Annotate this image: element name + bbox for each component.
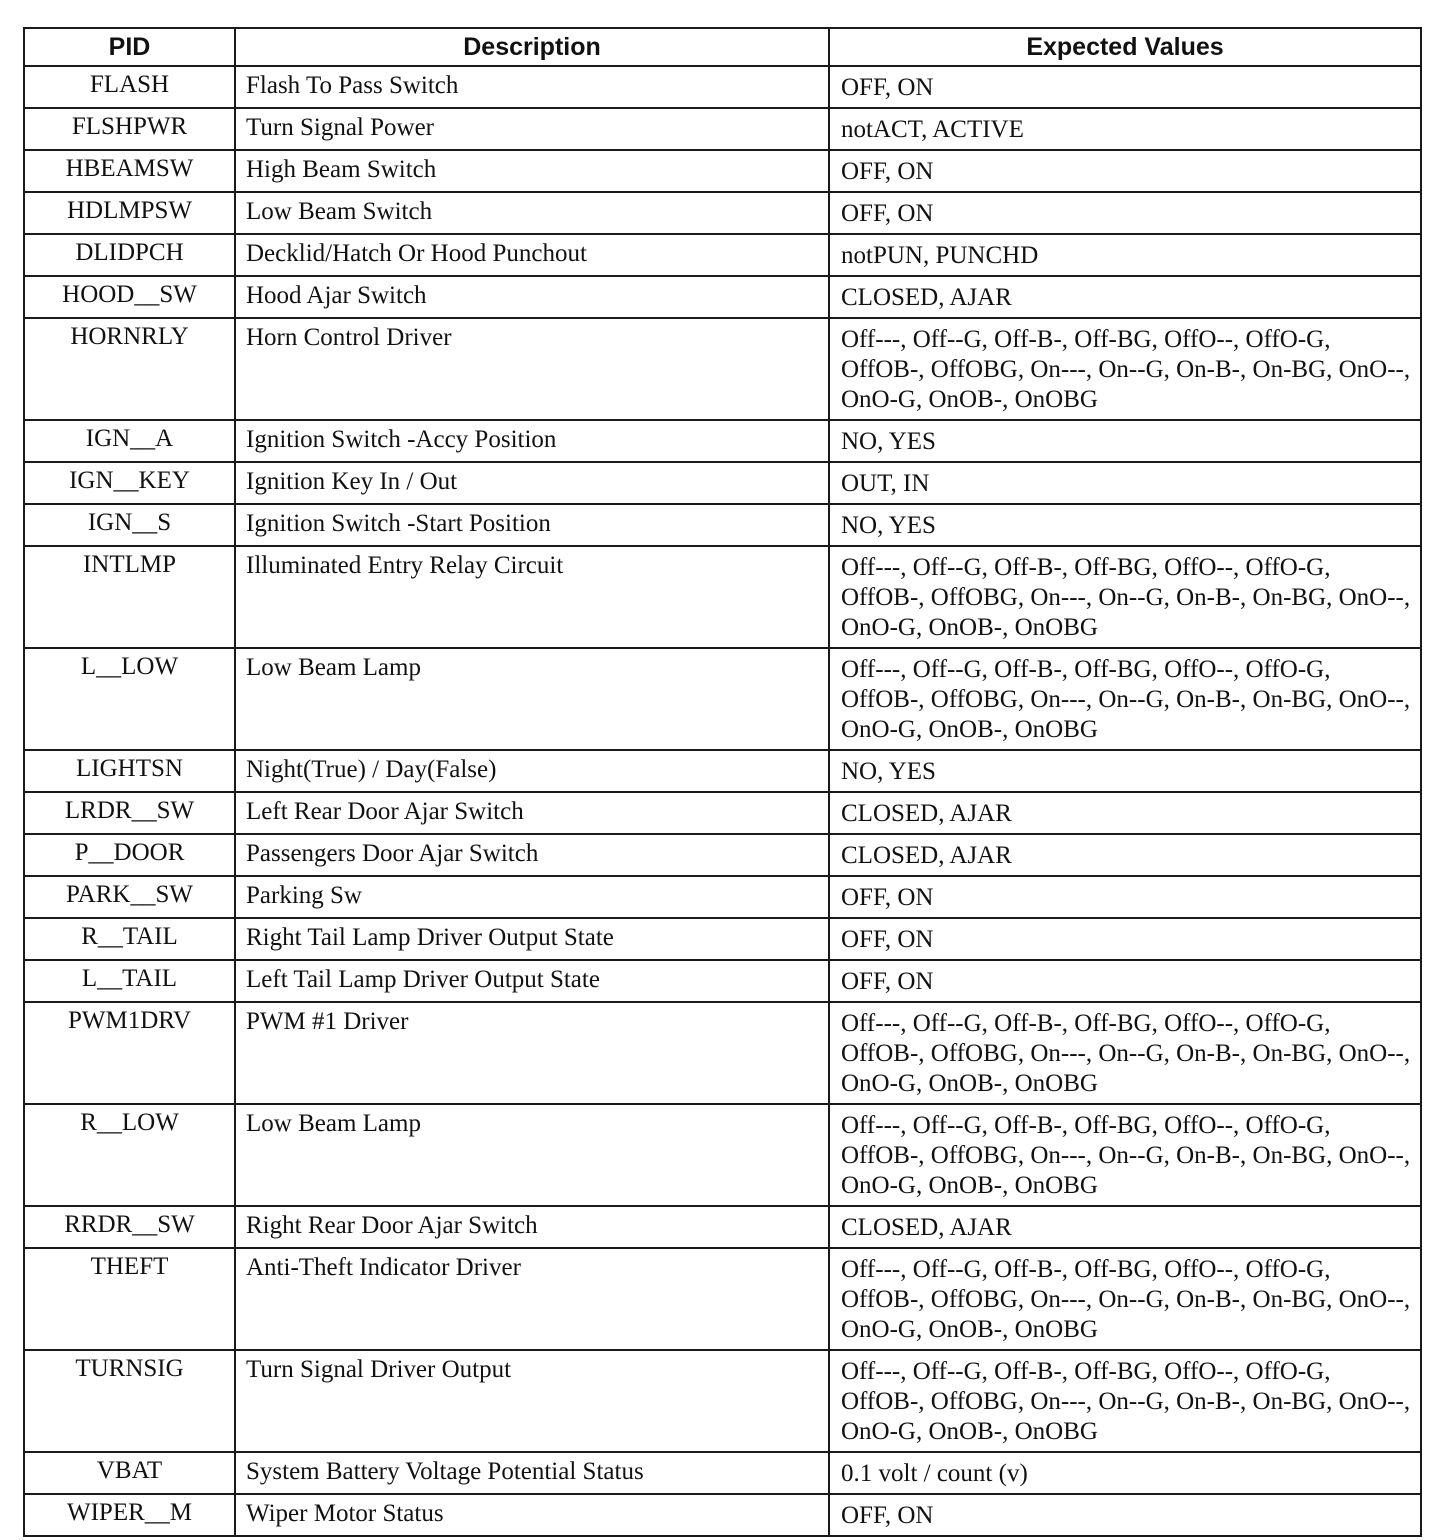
description-cell: Ignition Switch -Accy Position: [235, 420, 829, 462]
expected-values-cell: CLOSED, AJAR: [829, 834, 1421, 876]
description-cell: Flash To Pass Switch: [235, 66, 829, 108]
description-cell: Right Rear Door Ajar Switch: [235, 1206, 829, 1248]
table-row: [24, 276, 1421, 318]
table-row: [24, 420, 1421, 462]
pid-cell: HDLMPSW: [24, 192, 235, 234]
table-header: [24, 28, 1421, 66]
expected-values-cell: CLOSED, AJAR: [829, 792, 1421, 834]
description-cell: Low Beam Switch: [235, 192, 829, 234]
pid-cell: HOOD__SW: [24, 276, 235, 318]
description-cell: Turn Signal Driver Output: [235, 1350, 829, 1452]
expected-values-cell: NO, YES: [829, 750, 1421, 792]
header-pid: PID: [24, 28, 235, 66]
expected-values-cell: OUT, IN: [829, 462, 1421, 504]
expected-values-cell: Off---, Off--G, Off-B-, Off-BG, OffO--, OffO-G, OffOB-, OffOBG, On---, On--G, On-B-, On-BG, OnO--, OnO-G, OnOB-, OnOBG: [829, 1350, 1421, 1452]
table-row: [24, 960, 1421, 1002]
table-row: [24, 750, 1421, 792]
pid-cell: DLIDPCH: [24, 234, 235, 276]
expected-values-cell: OFF, ON: [829, 876, 1421, 918]
description-cell: Horn Control Driver: [235, 318, 829, 420]
table-body: [24, 66, 1421, 1536]
expected-values-cell: 0.1 volt / count (v): [829, 1452, 1421, 1494]
description-cell: Hood Ajar Switch: [235, 276, 829, 318]
expected-values-cell: notPUN, PUNCHD: [829, 234, 1421, 276]
header-expected-values: Expected Values: [829, 28, 1421, 66]
description-cell: Left Tail Lamp Driver Output State: [235, 960, 829, 1002]
pid-table-container: [23, 27, 1420, 1537]
header-row: [24, 28, 1421, 66]
table-row: [24, 792, 1421, 834]
description-cell: Passengers Door Ajar Switch: [235, 834, 829, 876]
table-row: [24, 1350, 1421, 1452]
description-cell: Left Rear Door Ajar Switch: [235, 792, 829, 834]
description-cell: Decklid/Hatch Or Hood Punchout: [235, 234, 829, 276]
expected-values-cell: Off---, Off--G, Off-B-, Off-BG, OffO--, OffO-G, OffOB-, OffOBG, On---, On--G, On-B-, On-BG, OnO--, OnO-G, OnOB-, OnOBG: [829, 1002, 1421, 1104]
description-cell: Ignition Switch -Start Position: [235, 504, 829, 546]
description-cell: Low Beam Lamp: [235, 648, 829, 750]
expected-values-cell: notACT, ACTIVE: [829, 108, 1421, 150]
table-row: [24, 504, 1421, 546]
expected-values-cell: OFF, ON: [829, 150, 1421, 192]
table-row: [24, 1494, 1421, 1536]
table-row: [24, 834, 1421, 876]
pid-cell: VBAT: [24, 1452, 235, 1494]
expected-values-cell: Off---, Off--G, Off-B-, Off-BG, OffO--, OffO-G, OffOB-, OffOBG, On---, On--G, On-B-, On-BG, OnO--, OnO-G, OnOB-, OnOBG: [829, 546, 1421, 648]
expected-values-cell: OFF, ON: [829, 66, 1421, 108]
expected-values-cell: Off---, Off--G, Off-B-, Off-BG, OffO--, OffO-G, OffOB-, OffOBG, On---, On--G, On-B-, On-BG, OnO--, OnO-G, OnOB-, OnOBG: [829, 1104, 1421, 1206]
expected-values-cell: Off---, Off--G, Off-B-, Off-BG, OffO--, OffO-G, OffOB-, OffOBG, On---, On--G, On-B-, On-BG, OnO--, OnO-G, OnOB-, OnOBG: [829, 318, 1421, 420]
pid-cell: R__TAIL: [24, 918, 235, 960]
pid-cell: RRDR__SW: [24, 1206, 235, 1248]
pid-cell: R__LOW: [24, 1104, 235, 1206]
expected-values-cell: OFF, ON: [829, 1494, 1421, 1536]
pid-cell: IGN__A: [24, 420, 235, 462]
table-row: [24, 1002, 1421, 1104]
pid-cell: P__DOOR: [24, 834, 235, 876]
table-row: [24, 462, 1421, 504]
table-row: [24, 150, 1421, 192]
table-row: [24, 1206, 1421, 1248]
expected-values-cell: OFF, ON: [829, 960, 1421, 1002]
table-row: [24, 1104, 1421, 1206]
pid-cell: HBEAMSW: [24, 150, 235, 192]
description-cell: Wiper Motor Status: [235, 1494, 829, 1536]
pid-cell: THEFT: [24, 1248, 235, 1350]
pid-cell: FLASH: [24, 66, 235, 108]
description-cell: Ignition Key In / Out: [235, 462, 829, 504]
table-row: [24, 546, 1421, 648]
pid-cell: PWM1DRV: [24, 1002, 235, 1104]
pid-cell: LIGHTSN: [24, 750, 235, 792]
description-cell: Low Beam Lamp: [235, 1104, 829, 1206]
description-cell: Right Tail Lamp Driver Output State: [235, 918, 829, 960]
description-cell: PWM #1 Driver: [235, 1002, 829, 1104]
header-description: Description: [235, 28, 829, 66]
pid-cell: LRDR__SW: [24, 792, 235, 834]
expected-values-cell: Off---, Off--G, Off-B-, Off-BG, OffO--, OffO-G, OffOB-, OffOBG, On---, On--G, On-B-, On-BG, OnO--, OnO-G, OnOB-, OnOBG: [829, 1248, 1421, 1350]
expected-values-cell: NO, YES: [829, 504, 1421, 546]
pid-cell: PARK__SW: [24, 876, 235, 918]
pid-cell: HORNRLY: [24, 318, 235, 420]
pid-cell: TURNSIG: [24, 1350, 235, 1452]
pid-table: [23, 27, 1422, 1537]
table-row: [24, 192, 1421, 234]
expected-values-cell: OFF, ON: [829, 918, 1421, 960]
description-cell: High Beam Switch: [235, 150, 829, 192]
expected-values-cell: NO, YES: [829, 420, 1421, 462]
description-cell: Illuminated Entry Relay Circuit: [235, 546, 829, 648]
description-cell: Turn Signal Power: [235, 108, 829, 150]
pid-cell: L__LOW: [24, 648, 235, 750]
expected-values-cell: CLOSED, AJAR: [829, 1206, 1421, 1248]
table-row: [24, 876, 1421, 918]
pid-cell: L__TAIL: [24, 960, 235, 1002]
pid-cell: IGN__S: [24, 504, 235, 546]
pid-cell: INTLMP: [24, 546, 235, 648]
table-row: [24, 648, 1421, 750]
pid-cell: FLSHPWR: [24, 108, 235, 150]
table-row: [24, 918, 1421, 960]
expected-values-cell: CLOSED, AJAR: [829, 276, 1421, 318]
description-cell: System Battery Voltage Potential Status: [235, 1452, 829, 1494]
table-row: [24, 66, 1421, 108]
expected-values-cell: OFF, ON: [829, 192, 1421, 234]
description-cell: Parking Sw: [235, 876, 829, 918]
expected-values-cell: Off---, Off--G, Off-B-, Off-BG, OffO--, OffO-G, OffOB-, OffOBG, On---, On--G, On-B-, On-BG, OnO--, OnO-G, OnOB-, OnOBG: [829, 648, 1421, 750]
table-row: [24, 318, 1421, 420]
description-cell: Night(True) / Day(False): [235, 750, 829, 792]
description-cell: Anti-Theft Indicator Driver: [235, 1248, 829, 1350]
table-row: [24, 234, 1421, 276]
table-row: [24, 108, 1421, 150]
pid-cell: WIPER__M: [24, 1494, 235, 1536]
table-row: [24, 1452, 1421, 1494]
pid-cell: IGN__KEY: [24, 462, 235, 504]
table-row: [24, 1248, 1421, 1350]
